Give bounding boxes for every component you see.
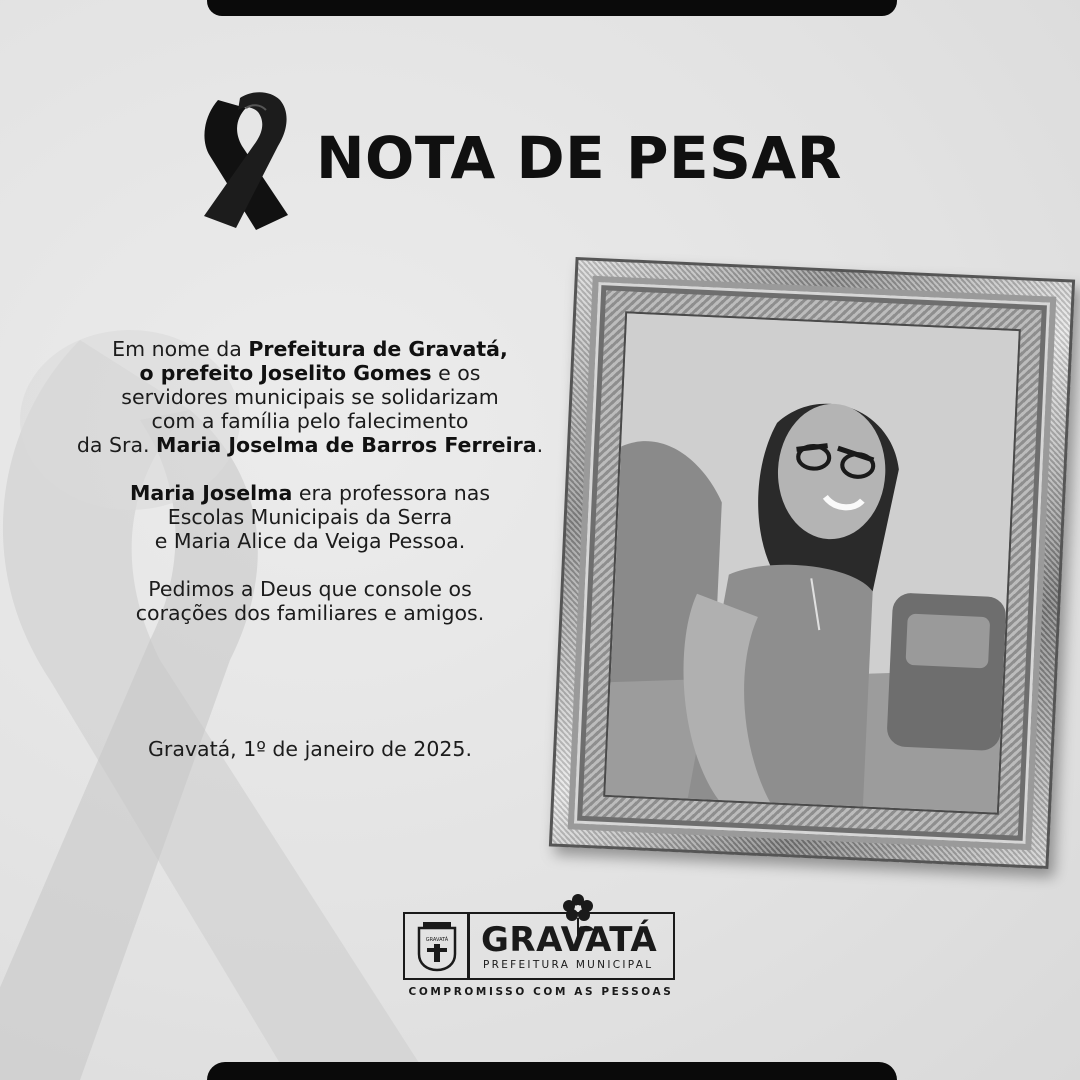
message-paragraph-2 <box>40 481 580 553</box>
text: e Maria Alice da Veiga Pessoa. <box>154 529 466 553</box>
text: Em nome da <box>112 337 249 361</box>
crest-text: GRAVATÁ <box>425 937 449 943</box>
mayor-name: o prefeito Joselito Gomes <box>139 361 432 385</box>
text: Pedimos a Deus que console os <box>148 577 472 601</box>
text: com a família pelo falecimento <box>151 409 469 433</box>
date-line: Gravatá, 1º de janeiro de 2025. <box>148 737 472 761</box>
logo-divider <box>467 914 470 978</box>
logo-slogan: COMPROMISSO COM AS PESSOAS <box>408 986 674 998</box>
logo-box <box>403 912 675 980</box>
text: Escolas Municipais da Serra <box>167 505 453 529</box>
logo-name: GRAVATÁ <box>481 920 658 960</box>
text: servidores municipais se solidarizam <box>121 385 499 409</box>
prefeitura-logo <box>403 890 679 1000</box>
deceased-name: Maria Joselma de Barros Ferreira <box>156 433 537 457</box>
message-paragraph-3 <box>40 577 580 625</box>
mourning-ribbon-icon <box>196 90 316 235</box>
prefeitura-name: Prefeitura de Gravatá, <box>248 337 508 361</box>
logo-subtitle: PREFEITURA MUNICIPAL <box>483 959 654 971</box>
text: e os <box>431 361 481 385</box>
text: da Sra. <box>76 433 157 457</box>
message-paragraph-1 <box>40 337 580 457</box>
portrait-illustration <box>605 313 1018 812</box>
page-title: NOTA DE PESAR <box>316 124 842 192</box>
crest-icon <box>413 920 461 972</box>
text: corações dos familiares e amigos. <box>135 601 485 625</box>
bottom-decorative-bar <box>207 1062 897 1080</box>
text: . <box>536 433 544 457</box>
portrait-photo <box>603 311 1021 814</box>
text: era professora nas <box>292 481 491 505</box>
deceased-short-name: Maria Joselma <box>129 481 293 505</box>
portrait-frame <box>549 257 1075 869</box>
condolence-message <box>40 337 580 649</box>
top-decorative-bar <box>207 0 897 16</box>
